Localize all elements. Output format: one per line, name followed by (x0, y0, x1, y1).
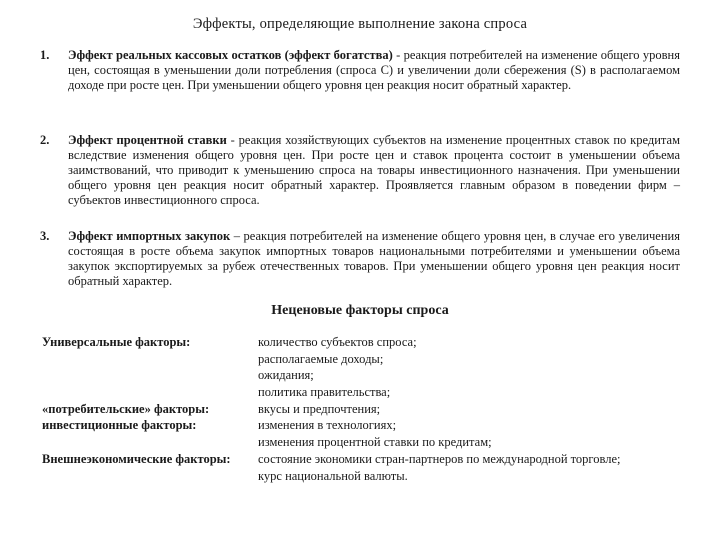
factor-value: политика правительства; (258, 385, 391, 400)
effect-description (68, 133, 680, 208)
page-title: Эффекты, определяющие выполнение закона спроса (192, 16, 528, 32)
factor-value: вкусы и предпочтения; (258, 401, 381, 416)
effect-number: 3. (40, 229, 50, 243)
effect-description (68, 48, 680, 93)
factor-value: количество субъектов спроса; (258, 335, 417, 349)
factor-group-label: Универсальные факторы: (42, 335, 191, 349)
effect-description (68, 229, 680, 289)
factor-row (42, 468, 682, 485)
effect-text: – реакция потребителей на изменение общего уровня цен, в случае его увеличения состоящая в росте объема закупок импортных товаров национальными потребителями и уменьшении объема закупок экспортируемых за рубеж отечественных товаров. При уменьшении общего уровня цен реакция носит обратный характер. (68, 229, 680, 288)
effect-name: Эффект реальных кассовых остатков (эффект богатства) (68, 48, 393, 62)
factor-row (42, 384, 682, 401)
factor-value: располагаемые доходы; (258, 351, 384, 366)
factor-row (42, 451, 682, 468)
factor-group-label: Внешнеэкономические факторы: (42, 451, 231, 466)
factor-group-label: инвестиционные факторы: (42, 418, 197, 433)
factors-list (42, 334, 682, 484)
factor-row (42, 334, 682, 351)
factor-row (42, 417, 682, 434)
factor-row (42, 367, 682, 384)
factor-value: ожидания; (258, 368, 314, 383)
factor-group-label: «потребительские» факторы: (42, 401, 210, 416)
effect-text: - реакция потребителей на изменение общего уровня цен, состоящая в уменьшении доли потребления (спроса С) и увеличении доли сбережения (S) в располагаемом доходе при росте цен. При уменьшении общего уровня цен реакция носит обратный характер. (68, 48, 680, 92)
effect-number: 1. (40, 48, 50, 62)
factor-value: состояние экономики стран-партнеров по международной торговле; (258, 451, 621, 466)
factor-value: изменения в технологиях; (258, 418, 397, 433)
section-title: Неценовые факторы спроса (271, 303, 449, 318)
effect-number: 2. (40, 133, 50, 147)
effect-name: Эффект импортных закупок (68, 229, 231, 243)
factor-value: курс национальной валюты. (258, 468, 408, 483)
factor-row (42, 401, 682, 418)
effect-text: - реакция хозяйствующих субъектов на изменение процентных ставок по кредитам вследствие изменения общего уровня цен. При росте цен и ставок процента состоит в уменьшении объема заимствований, что приводит к уменьшению спроса на товары инвестиционного назначения. При уменьшении общего уровня цен реакция носит обратный характер. Проявляется главным образом в поведении фирм – субъектов инвестиционного спроса. (68, 133, 680, 207)
factor-value: изменения процентной ставки по кредитам; (258, 435, 492, 450)
factor-row (42, 351, 682, 368)
factor-row (42, 434, 682, 451)
effect-name: Эффект процентной ставки (68, 133, 227, 147)
